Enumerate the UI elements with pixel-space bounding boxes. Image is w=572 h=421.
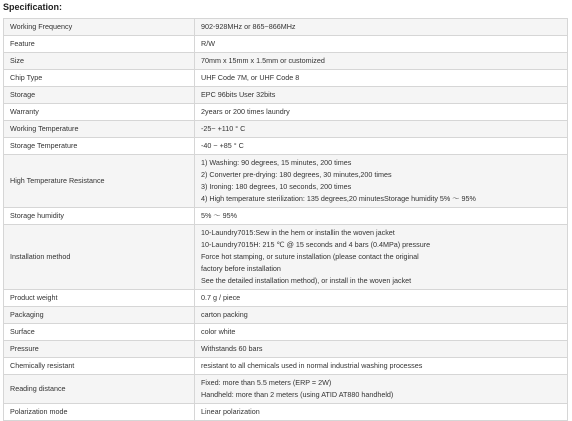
spec-value-line: 0.7 g / piece: [201, 293, 241, 302]
spec-heading: Specification:: [3, 2, 63, 12]
spec-value-cell: [195, 404, 568, 421]
table-row: [4, 36, 568, 53]
spec-value-cell: [195, 121, 568, 138]
spec-value-cell: [195, 290, 568, 307]
spec-value-line: 1) Washing: 90 degrees, 15 minutes, 200 times: [201, 158, 352, 167]
spec-value-line: 70mm x 15mm x 1.5mm or customized: [201, 56, 325, 65]
spec-value-line: 3) Ironing: 180 degrees, 10 seconds, 200 times: [201, 182, 352, 191]
spec-key-cell: Working Temperature: [4, 121, 195, 138]
spec-key-cell: Storage: [4, 87, 195, 104]
spec-value-line: 2) Converter pre-drying: 180 degrees, 30 minutes,200 times: [201, 170, 392, 179]
table-row: [4, 341, 568, 358]
spec-value-line: See the detailed installation method), or install in the woven jacket: [201, 276, 412, 285]
table-row: [4, 104, 568, 121]
table-row: [4, 290, 568, 307]
spec-value-line: EPC 96bits User 32bits: [201, 90, 276, 99]
spec-key-cell: Packaging: [4, 307, 195, 324]
table-row: [4, 121, 568, 138]
spec-value-line: resistant to all chemicals used in normal industrial washing processes: [201, 361, 423, 370]
spec-key-cell: Size: [4, 53, 195, 70]
spec-value-line: 4) High temperature sterilization: 135 degrees,20 minutesStorage humidity 5% ～ 95%: [201, 194, 476, 203]
spec-value-cell: [195, 324, 568, 341]
spec-value-line: Force hot stamping, or suture installation (please contact the original: [201, 252, 419, 261]
table-row: [4, 155, 568, 208]
spec-value-line: color white: [201, 327, 236, 336]
spec-value-cell: [195, 36, 568, 53]
table-row: [4, 375, 568, 404]
table-row: [4, 87, 568, 104]
spec-value-cell: [195, 19, 568, 36]
table-row: [4, 70, 568, 87]
table-row: [4, 404, 568, 421]
spec-value-line: Handheld: more than 2 meters (using ATID AT880 handheld): [201, 390, 394, 399]
spec-key-cell: Storage Temperature: [4, 138, 195, 155]
table-row: [4, 138, 568, 155]
spec-value-line: 902-928MHz or 865~866MHz: [201, 22, 296, 31]
spec-value-cell: [195, 225, 568, 290]
spec-key-cell: Reading distance: [4, 375, 195, 404]
spec-value-line: Linear polarization: [201, 407, 260, 416]
spec-value-line: Withstands 60 bars: [201, 344, 263, 353]
spec-key-cell: Polarization mode: [4, 404, 195, 421]
spec-key-cell: Chemically resistant: [4, 358, 195, 375]
spec-key-cell: Installation method: [4, 225, 195, 290]
spec-key-cell: Surface: [4, 324, 195, 341]
spec-value-cell: [195, 358, 568, 375]
spec-value-line: 10-Laundry7015:Sew in the hem or installin the woven jacket: [201, 228, 395, 237]
table-row: [4, 208, 568, 225]
spec-value-line: 2years or 200 times laundry: [201, 107, 290, 116]
spec-table: [3, 18, 568, 421]
spec-value-line: 5% ～ 95%: [201, 211, 237, 220]
spec-value-cell: [195, 208, 568, 225]
table-row: [4, 307, 568, 324]
spec-value-cell: [195, 341, 568, 358]
spec-value-line: UHF Code 7M, or UHF Code 8: [201, 73, 300, 82]
spec-value-cell: [195, 375, 568, 404]
table-row: [4, 324, 568, 341]
spec-key-cell: High Temperature Resistance: [4, 155, 195, 208]
spec-value-line: Fixed: more than 5.5 meters (ERP = 2W): [201, 378, 332, 387]
spec-value-line: 10-Laundry7015H: 215 ℃ @ 15 seconds and 4 bars (0.4MPa) pressure: [201, 240, 431, 249]
spec-key-cell: Storage humidity: [4, 208, 195, 225]
spec-value-cell: [195, 104, 568, 121]
table-row: [4, 358, 568, 375]
spec-value-cell: [195, 70, 568, 87]
spec-value-cell: [195, 307, 568, 324]
spec-key-cell: Product weight: [4, 290, 195, 307]
spec-value-cell: [195, 155, 568, 208]
spec-value-line: carton packing: [201, 310, 248, 319]
spec-value-line: -40 ~ +85 ° C: [201, 141, 244, 150]
spec-value-cell: [195, 87, 568, 104]
spec-value-cell: [195, 138, 568, 155]
spec-value-cell: [195, 53, 568, 70]
spec-value-line: R/W: [201, 39, 215, 48]
spec-value-line: -25~ +110 ° C: [201, 124, 246, 133]
spec-key-cell: Chip Type: [4, 70, 195, 87]
table-row: [4, 19, 568, 36]
spec-value-line: factory before installation: [201, 264, 281, 273]
spec-key-cell: Warranty: [4, 104, 195, 121]
table-row: [4, 53, 568, 70]
table-row: [4, 225, 568, 290]
spec-key-cell: Working Frequency: [4, 19, 195, 36]
spec-key-cell: Feature: [4, 36, 195, 53]
spec-key-cell: Pressure: [4, 341, 195, 358]
